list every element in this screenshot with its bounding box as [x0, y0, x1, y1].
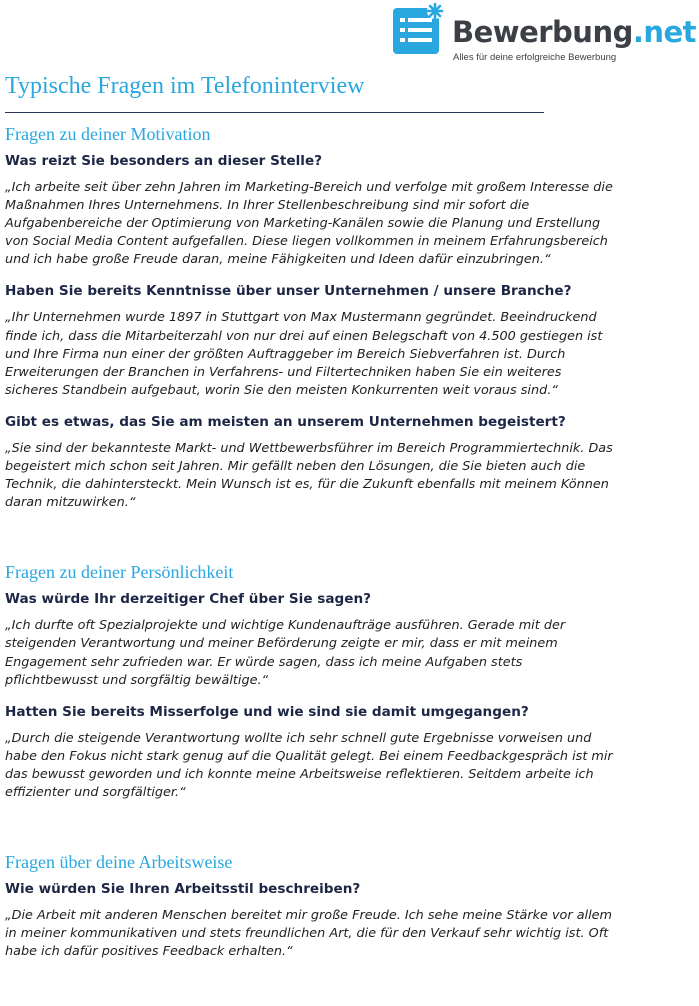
document-content [5, 123, 617, 961]
title-divider [5, 112, 544, 113]
logo-name-part1: Bewerbung [452, 15, 633, 49]
section-personality [5, 561, 617, 802]
logo-name-part2: .net [632, 15, 697, 49]
section-heading: Fragen über deine Arbeitsweise [5, 852, 233, 873]
question: Gibt es etwas, das Sie am meisten an unserem Unternehmen begeistert? [5, 413, 566, 430]
question: Hatten Sie bereits Misserfolge und wie sind sie damit umgegangen? [5, 703, 529, 720]
answer: „Durch die steigende Verantwortung wollte ich sehr schnell gute Ergebnisse vorweisen und habe den Fokus nicht stark genug auf die Qualität gelegt. Bei einem Feedbackgespräch ist mir das bewusst geworden und ich konnte meine Arbeitsweise reflektieren. Seitdem arbeite ich effizienter und sorgfältiger.“ [5, 730, 613, 800]
answer: „Sie sind der bekannteste Markt- und Wettbewerbsführer im Bereich Programmiertechnik. Das begeistert mich schon seit Jahren. Mir gefällt neben den Lösungen, die Sie bieten auch die Technik, die dahintersteckt. Mein Wunsch ist es, für die Zukunft ebenfalls mit meinem Können daran mitzuwirken.“ [5, 440, 613, 511]
brand-logo[interactable] [392, 2, 697, 66]
question: Was würde Ihr derzeitiger Chef über Sie sagen? [5, 591, 372, 608]
section-heading: Fragen zu deiner Motivation [5, 124, 211, 144]
logo-wordmark [452, 16, 696, 48]
answer: „Ihr Unternehmen wurde 1897 in Stuttgart von Max Mustermann gegründet. Beeindruckend finde ich, dass die Mitarbeiterzahl von nur drei auf einen Belegschaft von 4.500 gestiegen ist und Ihre Firma nun einer der größten Auftraggeber im Bereich Siebverfahren ist. Durch Erweiterungen der Branchen in Verfahrens- und Filtertechniken haben Sie ein weiteres sicheres Standbein aufgebaut, worin Sie den meisten Konkurrenten weit voraus sind.“ [5, 310, 603, 398]
section-motivation [5, 123, 617, 512]
logo-tagline: Alles für deine erfolgreiche Bewerbung [453, 52, 617, 63]
answer: „Die Arbeit mit anderen Menschen bereitet mir große Freude. Ich sehe meine Stärke vor allem in meiner kommunikativen und stets freundlichen Art, die für den Verkauf sehr wichtig ist. Oft habe ich dafür positives Feedback erhalten.“ [5, 908, 612, 960]
document-list-icon [392, 2, 448, 58]
answer: „Ich durfte oft Spezialprojekte und wichtige Kundenaufträge ausführen. Gerade mit der steigenden Verantwortung und meiner Beförderung zeigte er mir, dass er mit meinem Engagement sehr zufrieden war. Er würde sagen, dass ich meine Aufgaben stets pflichtbewusst und sorgfältig bewältige.“ [5, 618, 566, 688]
answer: „Ich arbeite seit über zehn Jahren im Marketing-Bereich und verfolge mit großem Interesse die Maßnahmen Ihres Unternehmens. In Ihrer Stellenbeschreibung sind mir sofort die Aufgabenbereiche der Optimierung von Marketing-Kanälen sowie die Planung und Erstellung von Social Media Content aufgefallen. Diese liegen vollkommen in meinem Erfahrungsbereich und ich habe große Freude daran, meine Fähigkeiten und Ideen dafür einzubringen.“ [5, 180, 613, 268]
section-heading: Fragen zu deiner Persönlichkeit [5, 562, 234, 583]
section-work-style [5, 851, 617, 961]
question: Haben Sie bereits Kenntnisse über unser Unternehmen / unsere Branche? [5, 283, 572, 300]
page-title: Typische Fragen im Telefoninterview [5, 73, 365, 99]
question: Wie würden Sie Ihren Arbeitsstil beschreiben? [5, 881, 361, 898]
question: Was reizt Sie besonders an dieser Stelle? [5, 153, 323, 169]
